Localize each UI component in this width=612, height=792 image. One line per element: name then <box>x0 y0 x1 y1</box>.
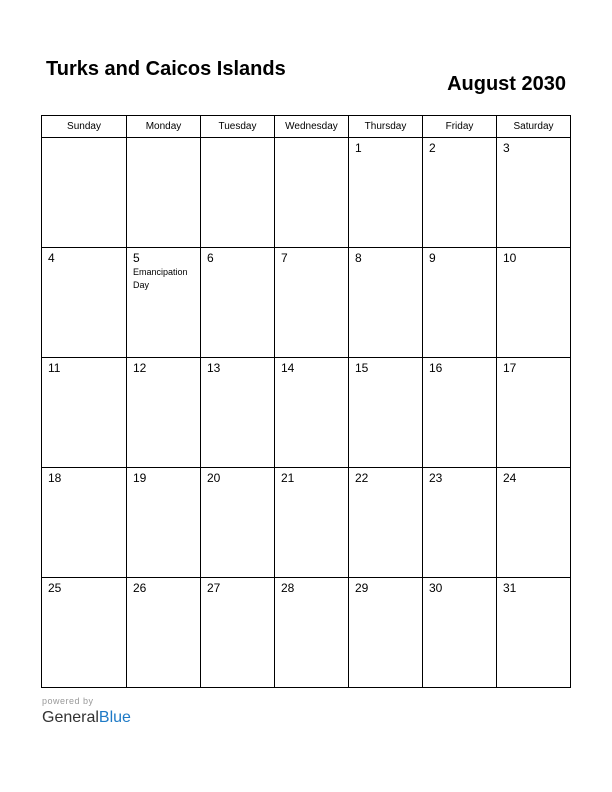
week-row <box>42 138 571 248</box>
day-number: 25 <box>48 581 62 595</box>
day-cell <box>497 248 571 358</box>
day-number: 18 <box>48 471 62 485</box>
day-cell <box>423 138 497 248</box>
day-cell <box>423 248 497 358</box>
day-cell <box>127 468 201 578</box>
day-number: 26 <box>133 581 147 595</box>
calendar-grid <box>41 115 571 688</box>
day-cell <box>275 578 349 688</box>
day-number: 10 <box>503 251 517 265</box>
weekday-header: Sunday <box>42 116 127 138</box>
day-number: 24 <box>503 471 517 485</box>
powered-by-label: powered by <box>42 696 94 706</box>
weekday-header: Friday <box>423 116 497 138</box>
day-number: 8 <box>355 251 362 265</box>
day-cell <box>423 578 497 688</box>
day-cell <box>201 358 275 468</box>
day-number: 27 <box>207 581 221 595</box>
day-number: 6 <box>207 251 214 265</box>
day-number: 20 <box>207 471 221 485</box>
day-number: 19 <box>133 471 147 485</box>
calendar-month-title: August 2030 <box>447 73 566 95</box>
day-number: 17 <box>503 361 517 375</box>
day-cell <box>423 358 497 468</box>
day-cell <box>349 248 423 358</box>
holiday-label: Emancipation Day <box>133 267 188 290</box>
day-cell <box>201 578 275 688</box>
day-cell <box>201 138 275 248</box>
week-row <box>42 358 571 468</box>
day-number: 7 <box>281 251 288 265</box>
day-number: 13 <box>207 361 221 375</box>
week-row <box>42 248 571 358</box>
weekday-header: Wednesday <box>275 116 349 138</box>
day-number: 11 <box>48 361 61 375</box>
day-cell <box>275 358 349 468</box>
day-number: 23 <box>429 471 443 485</box>
day-cell <box>42 578 127 688</box>
week-row <box>42 578 571 688</box>
weekday-header: Thursday <box>349 116 423 138</box>
day-cell <box>497 138 571 248</box>
calendar-country-title: Turks and Caicos Islands <box>46 58 286 80</box>
day-number: 2 <box>429 141 436 155</box>
day-cell <box>349 578 423 688</box>
day-number: 21 <box>281 471 295 485</box>
weekday-header: Saturday <box>497 116 571 138</box>
day-cell <box>275 138 349 248</box>
day-cell <box>201 248 275 358</box>
day-number: 16 <box>429 361 443 375</box>
day-cell <box>349 468 423 578</box>
day-cell <box>349 358 423 468</box>
day-cell <box>42 468 127 578</box>
day-number: 31 <box>503 581 517 595</box>
day-cell <box>497 358 571 468</box>
day-cell <box>497 578 571 688</box>
logo-blue-text: Blue <box>98 709 131 726</box>
day-number: 30 <box>429 581 443 595</box>
day-cell <box>497 468 571 578</box>
day-cell <box>42 248 127 358</box>
day-cell <box>42 138 127 248</box>
day-cell <box>42 358 127 468</box>
day-number: 15 <box>355 361 369 375</box>
day-cell <box>127 358 201 468</box>
day-number: 12 <box>133 361 147 375</box>
day-number: 28 <box>281 581 295 595</box>
day-cell <box>423 468 497 578</box>
day-number: 4 <box>48 251 55 265</box>
day-cell <box>201 468 275 578</box>
day-cell <box>127 138 201 248</box>
logo-general-text: General <box>42 709 99 726</box>
day-number: 22 <box>355 471 369 485</box>
weekday-header: Monday <box>127 116 201 138</box>
day-cell <box>275 248 349 358</box>
generalblue-branding[interactable] <box>42 696 131 728</box>
weekday-header: Tuesday <box>201 116 275 138</box>
day-cell <box>127 248 201 358</box>
day-number: 5 <box>133 251 140 265</box>
weekday-header-row <box>42 116 571 138</box>
week-row <box>42 468 571 578</box>
generalblue-logo <box>42 708 131 728</box>
day-cell <box>349 138 423 248</box>
day-number: 3 <box>503 141 510 155</box>
day-cell <box>275 468 349 578</box>
day-number: 9 <box>429 251 436 265</box>
day-number: 14 <box>281 361 295 375</box>
day-cell <box>127 578 201 688</box>
day-number: 1 <box>355 141 362 155</box>
day-number: 29 <box>355 581 369 595</box>
